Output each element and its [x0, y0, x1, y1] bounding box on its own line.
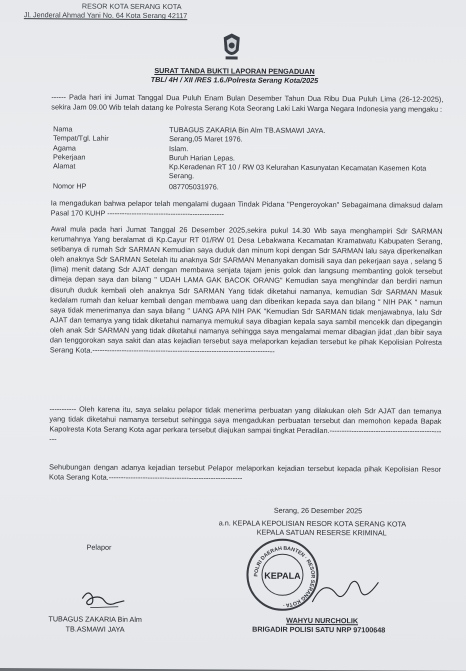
identity-label: Nomor HP	[52, 181, 87, 191]
identity-label: Alamat	[52, 161, 76, 171]
svg-text:POLRI DAERAH BANTEN · RESOR SE: POLRI DAERAH BANTEN · RESOR SERANG KOTA ·	[253, 545, 316, 608]
identity-label: Pekerjaan	[52, 152, 86, 162]
report-paragraph: Ia mengadukan bahwa pelapor telah mengalami dugaan Tindak Pidana "Pengeroyokan" Sebagaimana dimaksud dalam Pasal 170 KUHP ------------------------------------------------	[50, 198, 443, 219]
document-title: SURAT TANDA BUKTI LAPORAN PENGADUAN	[154, 65, 315, 76]
closing-paragraph: Sehubungan dengan adanya kejadian tersebut Pelapor melaporkan kejadian tersebut kepada pihak Kepolisian Resor Kota Serang Kota.-------------------------------------------------------	[49, 462, 442, 483]
identity-value: Kp.Keradenan RT 10 / RW 03 Kelurahan Kasunyatan Kecamatan Kasemen Kota Serang.	[168, 162, 427, 181]
reporter-label: Pelapor	[86, 542, 112, 552]
on-behalf-line: a.n. KEPALA KEPOLISIAN RESOR KOTA SERANG KOTA	[218, 518, 407, 529]
reporter-signature	[78, 587, 128, 613]
letterhead	[24, 1, 188, 20]
identity-label: Tempat/Tgl. Lahir	[53, 133, 109, 143]
intro-paragraph: ------ Pada hari ini Jumat Tanggal Dua Puluh Enam Bulan Desember Tahun Dua Ribu Dua Puluh Lima (26-12-2025), sekira Jam 09.00 Wib telah datang ke Polresta Serang Kota Seorang Laki Laki Warga Negara Indonesia yang mengaku :	[51, 92, 444, 114]
document-number: TBL/ 4H / XII /RES 1.6./Polresta Serang Kota/2025	[150, 74, 319, 85]
letterhead-line1: RESOR KOTA SERANG KOTA	[81, 1, 182, 12]
identity-value: Islam.	[169, 144, 189, 154]
identity-label: Agama	[53, 143, 76, 153]
reporter-name: TUBAGUS ZAKARIA Bin Alm TB.ASMAWI JAYA	[48, 614, 142, 634]
letterhead-address: Jl. Jenderal Ahmad Yani No. 64 Kota Serang 42117	[23, 10, 188, 21]
statement-paragraph: ----------- Oleh karena itu, saya selaku pelapor tidak menerima perbuatan yang dilakukan oleh Sdr AJAT dan temanya yang tidak diketahui namanya tersebut sehingga saya mengadukan perbuatan tersebut dan memohon kepada Bapak Kapolresta Kota Serang Kota agar perkara tersebut diajukan sampai tingkat Peradilan.-------------------------------------------------	[49, 404, 442, 444]
identity-value: 087705031976.	[168, 182, 219, 192]
chronology-paragraph: Awal mula pada hari Jumat Tanggal 26 Desember 2025,sekira pukul 14.30 Wib saya menghampiri Sdr SARMAN kerumahnya Yang beralamat di Kp.Cayur RT 01/RW 01 Desa Lebakwana Kecamatan Kramatwatu Kabupaten Serang, setibanya di rumah Sdr SARMAN Kemudian saya duduk dan minum kopi dengan Sdr SARMAN lalu saya diperkenalkan oleh anaknya Sdr SARMAN Setelah itu anaknya Sdr SARMAN Menanyakan domisili saya dan pekerjaan saya , selang 5 (lima) menit datang Sdr AJAT dengan membawa senjata tajam jenis golok dan langsung membanting golok tersebut dimeja depan saya dan bilang " UDAH LAMA GAK BACOK ORANG" Kemudian saya menghindar dan berdiri namun disuruh duduk kembali oleh anaknya Sdr SARMAN Yang tidak diketahui namanya, kemudian Sdr SARMAN Masuk kedalam rumah dan keluar kembali dengan membawa uang dan diberikan kepada saya dan bilang " NIH PAK " namun saya tidak menerimanya dan saya bilang " UANG APA NIH PAK "Kemudian Sdr SARMAN tidak menjawabnya, lalu Sdr AJAT dan temanya yang tidak diketahui namanya memukul saya dibagian kepala saya sambil mencekik dan dipegangin oleh anak Sdr SARMAN yang tidak diketahui namanya sehingga saya mengalamai memar dibagian jidat ,dan bibir saya dan tenggorokan saya sakit dan atas kejadian tersebut saya melaporkan kejadian tersebut ke pihak Kepolisian Polresta Serang Kota.---------------------------------------------------------------------------	[49, 224, 443, 356]
receiver-name: WAHYU NURCHOLIK	[286, 615, 359, 626]
police-emblem-icon	[222, 32, 242, 62]
identity-value: TUBAGUS ZAKARIA Bin Alm TB.ASMAWI JAYA.	[169, 125, 326, 136]
stamp-word: KEPALA	[264, 570, 301, 581]
identity-label: Nama	[53, 124, 73, 134]
receiver-signature	[308, 572, 388, 612]
identity-block	[53, 124, 445, 196]
unit-line: KEPALA SATUAN RESERSE KRIMINAL	[256, 527, 387, 538]
identity-value: Buruh Harian Lepas.	[168, 153, 235, 163]
receiver-rank: BRIGADIR POLISI SATU NRP 97100648	[252, 624, 386, 635]
identity-value: Serang,05 Maret 1976.	[169, 134, 243, 144]
place-date: Serang, 26 Desember 2025	[273, 505, 363, 516]
